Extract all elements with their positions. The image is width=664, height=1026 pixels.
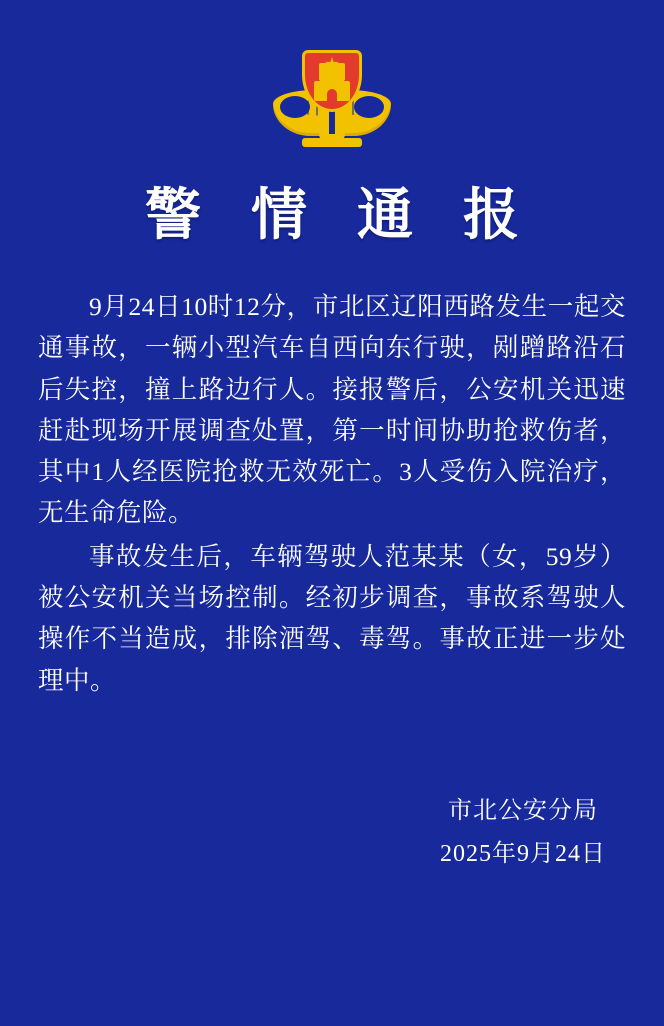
page-title: 警 情 通 报 xyxy=(145,185,537,247)
signature-organization: 市北公安分局 xyxy=(448,797,598,824)
emblem-gate-icon xyxy=(314,81,350,101)
china-police-emblem-icon xyxy=(273,44,391,156)
notice-paragraph-1: 9月24日10时12分，市北区辽阳西路发生一起交通事故，一辆小型汽车自西向东行驶，剐蹭路沿石后失控，撞上路边行人。接报警后，公安机关迅速赶赴现场开展调查处置，第一时间协助抢救伤者，其中1人经医院抢救无效死亡。3人受伤入院治疗，无生命危险。 xyxy=(38,291,626,528)
emblem-star-icon xyxy=(325,57,339,71)
notice-body xyxy=(38,286,626,701)
signature-block xyxy=(440,790,606,876)
signature-date: 2025年9月24日 xyxy=(440,840,606,867)
notice-paragraph-2: 事故发生后，车辆驾驶人范某某（女，59岁）被公安机关当场控制。经初步调查，事故系驾驶人操作不当造成，排除酒驾、毒驾。事故正进一步处理中。 xyxy=(38,541,626,695)
emblem-base xyxy=(302,138,362,147)
emblem-container xyxy=(38,0,626,156)
